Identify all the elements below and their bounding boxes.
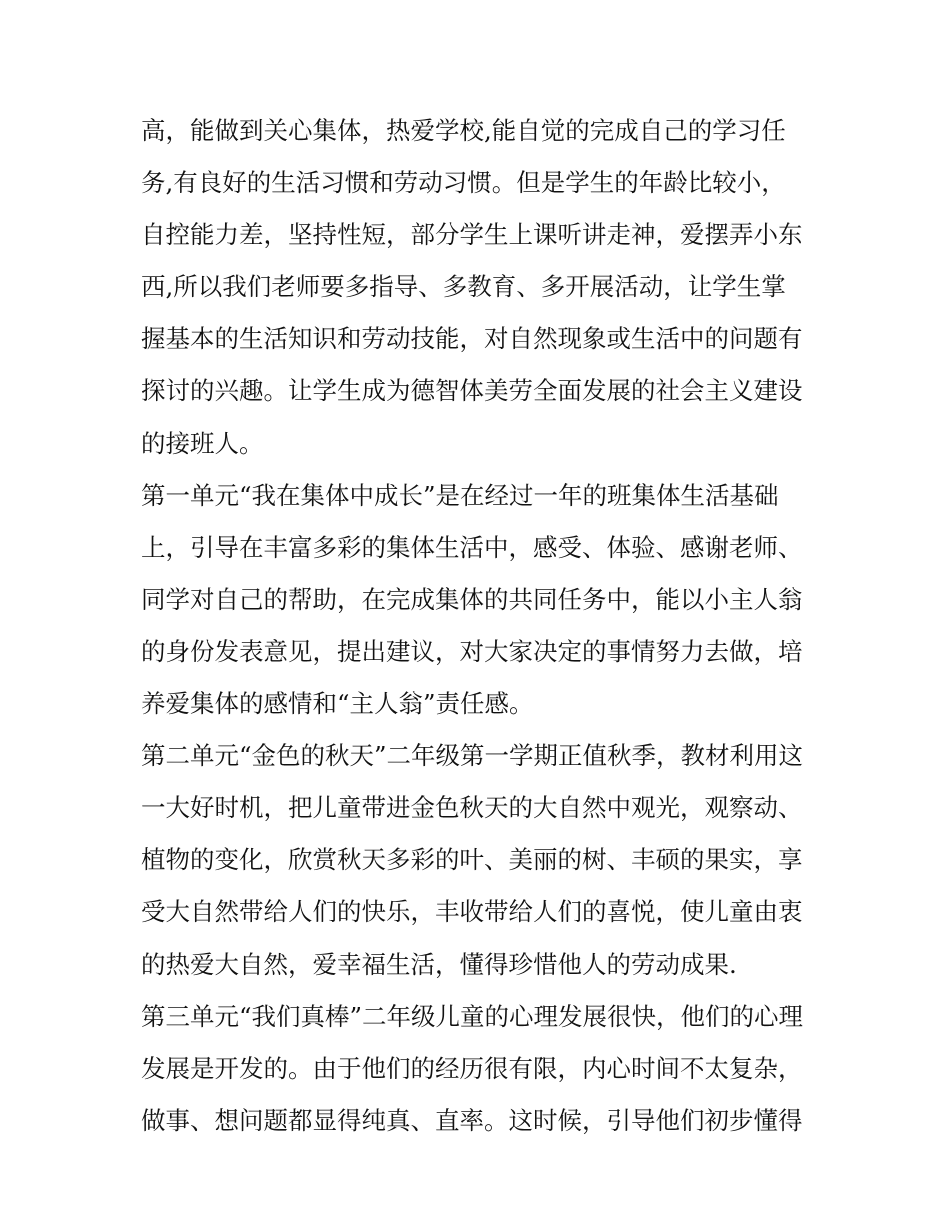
text-line: 同学对自己的帮助，在完成集体的共同任务中，能以小主人翁: [141, 584, 803, 614]
text-line: 受大自然带给人们的快乐，丰收带给人们的喜悦，使儿童由衷: [141, 897, 803, 927]
text-line: 务,有良好的生活习惯和劳动习惯。但是学生的年龄比较小，: [141, 168, 786, 198]
text-line: 做事、想问题都显得纯真、直率。这时候，引导他们初步懂得: [141, 1105, 803, 1135]
text-line: 上，引导在丰富多彩的集体生活中，感受、体验、感谢老师、: [141, 532, 803, 562]
text-line: 握基本的生活知识和劳动技能，对自然现象或生活中的问题有: [141, 324, 803, 354]
text-line: 的接班人。: [141, 428, 264, 458]
text-line: 的热爱大自然，爱幸福生活，懂得珍惜他人的劳动成果.: [141, 949, 737, 979]
text-line: 自控能力差，坚持性短，部分学生上课听讲走神，爱摆弄小东: [141, 220, 803, 250]
text-line: 养爱集体的感情和“主人翁”责任感。: [141, 689, 534, 719]
unit-two-heading-line: 第二单元“金色的秋天”二年级第一学期正值秋季，教材利用这: [141, 741, 804, 771]
unit-three-heading-line: 第三单元“我们真棒”二年级儿童的心理发展很快，他们的心理: [141, 1001, 804, 1031]
unit-one-heading-line: 第一单元“我在集体中成长”是在经过一年的班集体生活基础: [141, 480, 779, 510]
text-line: 发展是开发的。由于他们的经历很有限，内心时间不太复杂，: [141, 1053, 803, 1083]
text-line: 探讨的兴趣。让学生成为德智体美劳全面发展的社会主义建设: [141, 376, 803, 406]
text-line: 一大好时机，把儿童带进金色秋天的大自然中观光，观察动、: [141, 793, 803, 823]
text-line: 高，能做到关心集体，热爱学校,能自觉的完成自己的学习任: [141, 116, 786, 145]
document-body: [141, 105, 821, 1147]
text-line: 的身份发表意见，提出建议，对大家决定的事情努力去做，培: [141, 636, 803, 666]
text-line: 植物的变化，欣赏秋天多彩的叶、美丽的树、丰硕的果实，享: [141, 845, 803, 875]
text-line: 西,所以我们老师要多指导、多教育、多开展活动，让学生掌: [141, 272, 786, 302]
